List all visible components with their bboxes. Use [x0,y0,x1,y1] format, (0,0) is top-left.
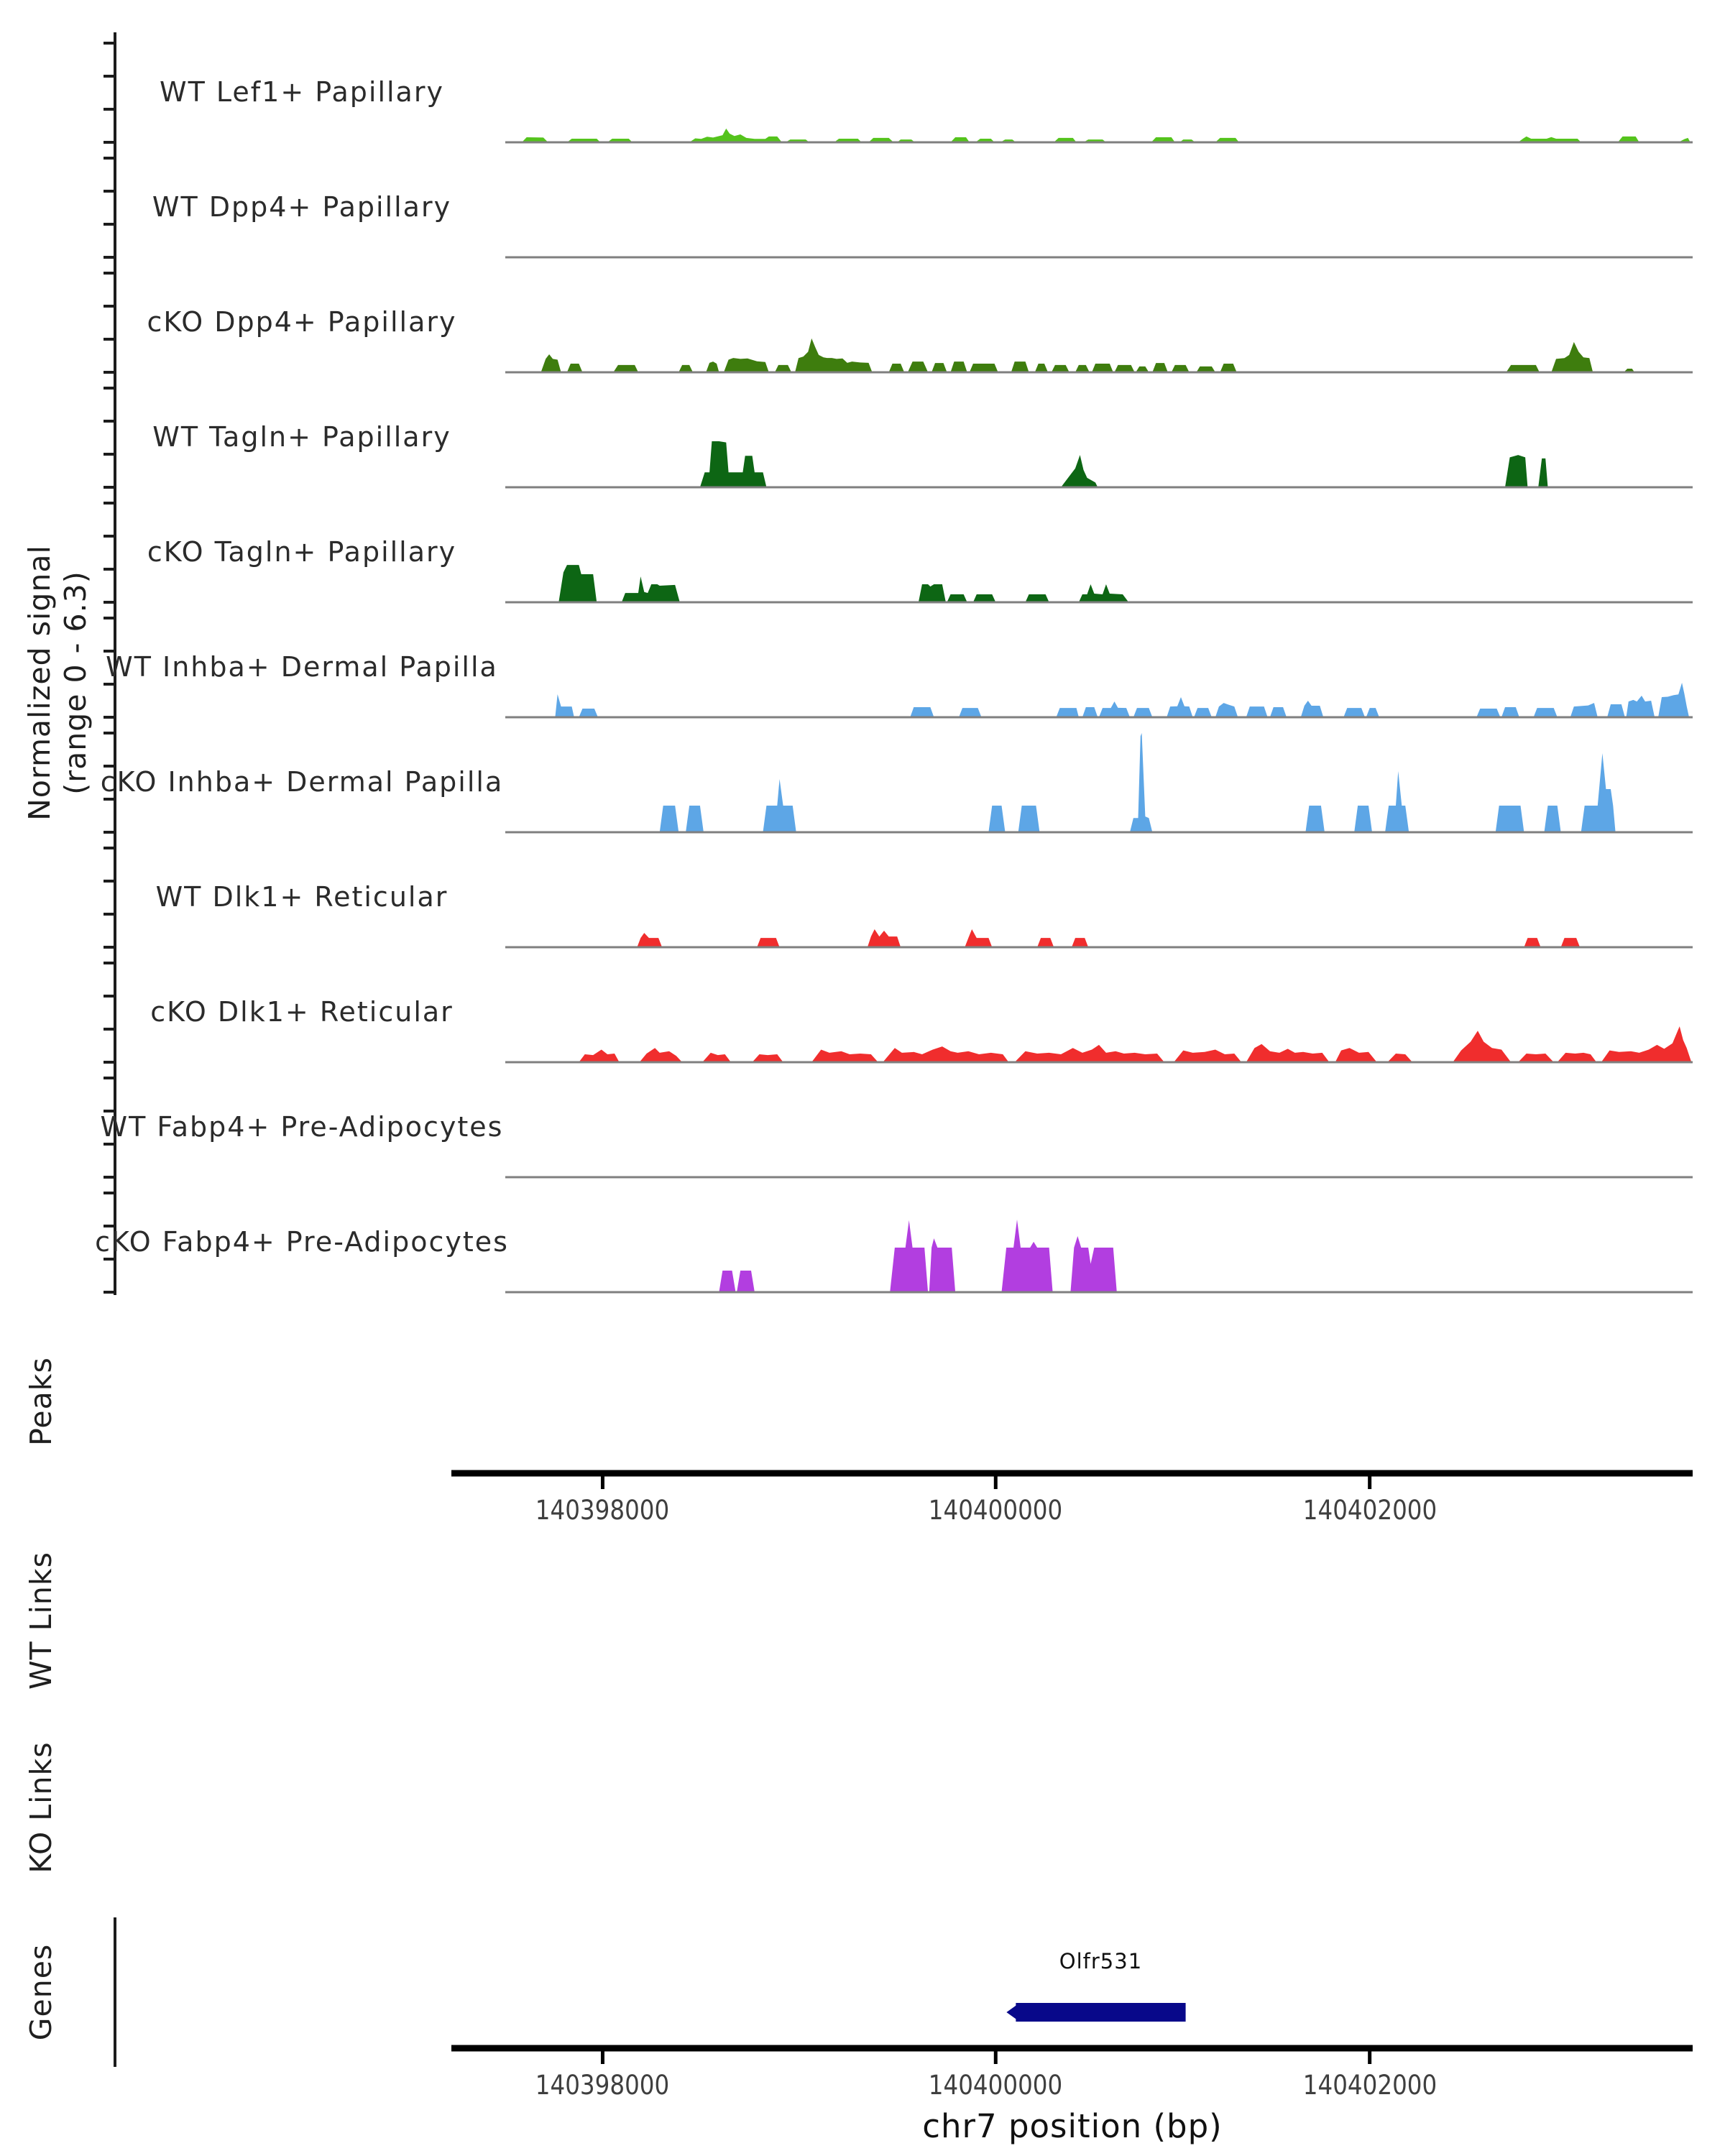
signal-area [637,929,1580,947]
track-label: cKO Fabp4+ Pre-Adipocytes [95,1226,509,1258]
signal-area [555,683,1689,717]
track-label: cKO Tagln+ Papillary [147,536,457,568]
track-label: WT Dpp4+ Papillary [152,191,452,223]
track-label: WT Tagln+ Papillary [152,421,451,453]
bottom-axis-tick-label: 140402000 [1302,2070,1437,2101]
track-label: WT Dlk1+ Reticular [155,881,448,913]
peaks-axis-tick-label: 140398000 [535,1495,670,1526]
y-axis-title [22,545,93,821]
section-label-genes: Genes [24,1943,58,2041]
section-label-ko-links: KO Links [24,1741,58,1874]
track-label: cKO Dlk1+ Reticular [150,996,454,1028]
track-label: WT Lef1+ Papillary [160,76,444,108]
signal-area [660,733,1616,832]
peaks-axis-tick-label: 140402000 [1302,1495,1437,1526]
signal-area [579,1026,1691,1062]
bottom-axis-tick-label: 140398000 [535,2070,670,2101]
gene-name-label: Olfr531 [1059,1949,1143,1973]
signal-area [558,565,1128,602]
y-axis-title-line1: Normalized signal [22,545,57,821]
x-axis-title: chr7 position (bp) [922,2107,1223,2145]
signal-area [719,1220,1116,1292]
track-label: cKO Inhba+ Dermal Papilla [100,766,504,798]
peaks-axis-tick-label: 140400000 [929,1495,1063,1526]
signal-area [700,441,1548,487]
section-label-wt-links: WT Links [24,1552,58,1690]
bottom-axis-tick-label: 140400000 [929,2070,1063,2101]
signal-area [522,129,1690,142]
track-label: cKO Dpp4+ Papillary [147,306,457,338]
y-axis-title-line2: (range 0 - 6.3) [58,571,93,795]
section-label-peaks: Peaks [24,1357,58,1446]
signal-area [541,338,1635,372]
track-label: WT Fabp4+ Pre-Adipocytes [100,1111,504,1143]
gene-strand-arrow-icon [1006,2005,1016,2019]
track-label: WT Inhba+ Dermal Papilla [106,651,498,683]
gene-bar [1016,2003,1185,2022]
